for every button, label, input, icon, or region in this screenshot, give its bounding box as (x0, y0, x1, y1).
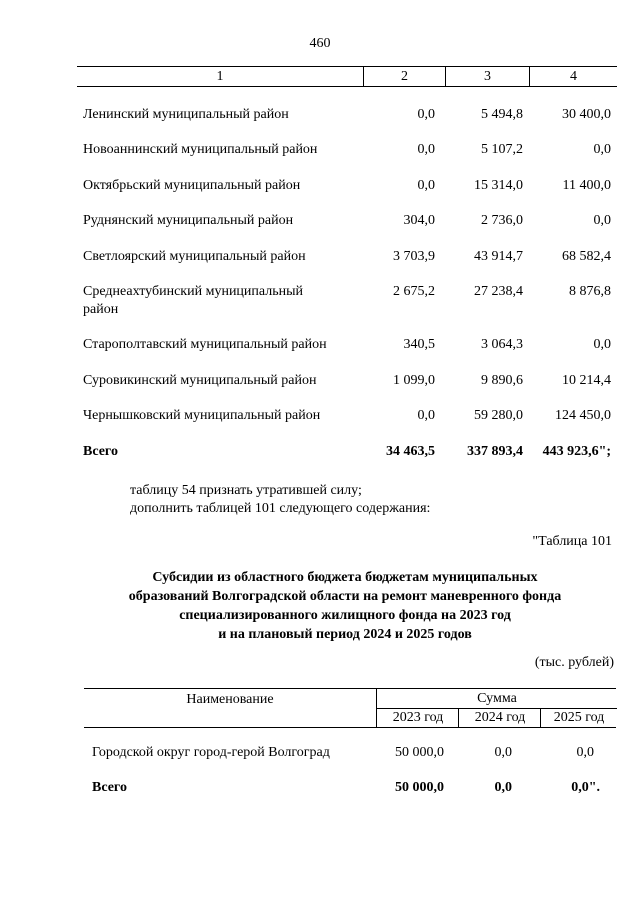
district-name: Руднянский муниципальный район (83, 213, 294, 228)
column-header: 1 (216, 69, 224, 84)
district-name: Ленинский муниципальный район (83, 107, 289, 122)
table-row (77, 407, 617, 425)
cell-value: 0,0 (494, 745, 512, 760)
total-value: 50 000,0 (395, 780, 444, 795)
district-name: Новоаннинский муниципальный район (83, 142, 318, 157)
table-title (90, 568, 600, 644)
cell-value: 59 280,0 (474, 408, 523, 423)
title-line: специализированного жилищного фонда на 2023 год (179, 608, 511, 623)
table-header-row (77, 66, 617, 87)
cell-value: 2 736,0 (481, 213, 523, 228)
district-name: Суровикинский муниципальный район (83, 373, 317, 388)
cell-value: 0,0 (593, 337, 611, 352)
column-header: 2 (363, 67, 445, 86)
district-name: Чернышковский муниципальный район (83, 408, 321, 423)
total-label: Всего (92, 780, 127, 795)
cell-value: 43 914,7 (474, 249, 523, 264)
total-value: 34 463,5 (386, 444, 435, 459)
paragraph: таблицу 54 признать утратившей силу; (130, 483, 362, 498)
cell-value: 0,0 (417, 107, 435, 122)
cell-value: 10 214,4 (562, 373, 611, 388)
cell-value: 27 238,4 (474, 284, 523, 299)
table-row (77, 248, 617, 266)
cell-value: 15 314,0 (474, 178, 523, 193)
table-row (77, 141, 617, 159)
district-name: Октябрьский муниципальный район (83, 178, 301, 193)
cell-value: 8 876,8 (569, 284, 611, 299)
cell-value: 1 099,0 (393, 373, 435, 388)
cell-value: 9 890,6 (481, 373, 523, 388)
cell-value: 124 450,0 (555, 408, 611, 423)
cell-value: 340,5 (403, 337, 435, 352)
district-name-line: Среднеахтубинский муниципальный (83, 284, 304, 299)
districts-table (77, 66, 617, 459)
cell-value: 5 494,8 (481, 107, 523, 122)
table-row (77, 336, 617, 354)
page-number: 460 (309, 36, 331, 51)
table-label: "Таблица 101 (532, 534, 612, 549)
table-row (77, 372, 617, 390)
cell-value: 304,0 (403, 213, 435, 228)
total-value: 0,0". (571, 780, 600, 795)
cell-value: 0,0 (576, 745, 594, 760)
paragraph: дополнить таблицей 101 следующего содержания: (130, 501, 431, 516)
total-value: 0,0 (494, 780, 512, 795)
table-row (77, 177, 617, 195)
column-header-year: 2024 год (458, 708, 541, 727)
title-line: Субсидии из областного бюджета бюджетам муниципальных (152, 570, 538, 585)
cell-value: 0,0 (417, 408, 435, 423)
title-line: образований Волгоградской области на ремонт маневренного фонда (128, 589, 562, 604)
district-name: Старополтавский муниципальный район (83, 337, 327, 352)
cell-value: 68 582,4 (562, 249, 611, 264)
cell-value: 50 000,0 (395, 745, 444, 760)
cell-value: 3 064,3 (481, 337, 523, 352)
cell-value: 3 703,9 (393, 249, 435, 264)
table-row (77, 106, 617, 124)
cell-value: 0,0 (417, 142, 435, 157)
district-name (77, 283, 363, 319)
total-value: 337 893,4 (467, 444, 523, 459)
column-header: 4 (529, 67, 617, 86)
table-header (84, 688, 616, 728)
subsidy-table (84, 688, 616, 795)
cell-value: 30 400,0 (562, 107, 611, 122)
cell-value: 0,0 (593, 142, 611, 157)
column-header-year: 2023 год (376, 708, 459, 727)
title-line: и на плановый период 2024 и 2025 годов (218, 627, 472, 642)
table-row (77, 283, 617, 319)
district-name: Светлоярский муниципальный район (83, 249, 306, 264)
table-row (77, 212, 617, 230)
municipality-name: Городской округ город-герой Волгоград (92, 745, 330, 760)
cell-value: 0,0 (593, 213, 611, 228)
total-value: 443 923,6"; (542, 444, 611, 459)
total-row (77, 443, 617, 461)
column-header-name: Наименование (186, 692, 274, 707)
column-header-year: 2025 год (540, 708, 617, 727)
cell-value: 5 107,2 (481, 142, 523, 157)
district-name-line: район (83, 302, 119, 317)
cell-value: 11 400,0 (562, 178, 611, 193)
units-label: (тыс. рублей) (534, 655, 614, 670)
total-label: Всего (83, 444, 118, 459)
cell-value: 2 675,2 (393, 284, 435, 299)
column-header: 3 (445, 67, 529, 86)
cell-value: 0,0 (417, 178, 435, 193)
column-header-sum: Сумма (376, 689, 617, 709)
